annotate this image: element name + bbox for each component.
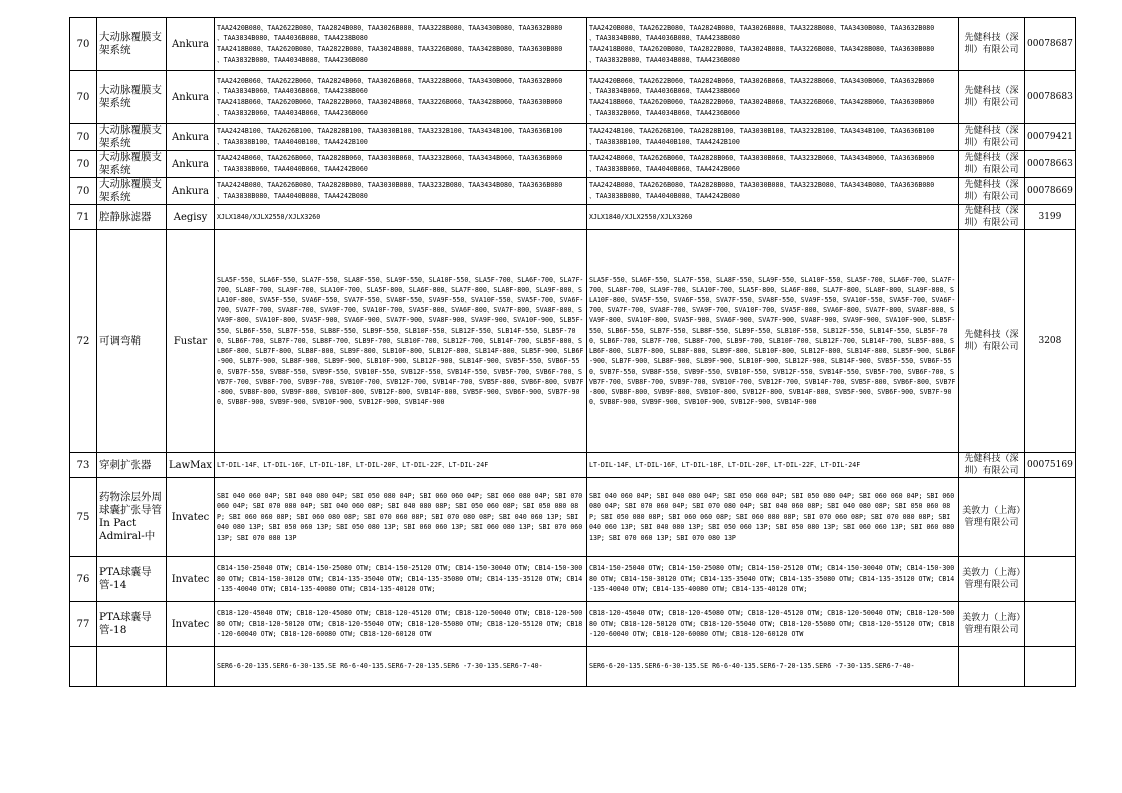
- brand-name: Ankura: [167, 151, 215, 178]
- spec-line: XJLX1840/XJLX2550/XJLX3260: [589, 212, 693, 221]
- model-spec-repeat: [587, 71, 959, 124]
- product-name: 大动脉覆膜支架系统: [97, 124, 167, 151]
- spec-line: 、TAA3838B100、TAA4040B100、TAA4242B100: [217, 138, 368, 146]
- row-number: 70: [70, 178, 97, 205]
- model-spec-repeat: [587, 478, 959, 557]
- product-code: 00079421: [1025, 124, 1076, 151]
- spec-line: TAA2420B080、TAA2622B080、TAA2824B080、TAA3026B080、TAA3228B080、TAA3430B080、TAA3632B080: [217, 23, 563, 32]
- spec-line: 、TAA3838B080、TAA4040B080、TAA4242B080: [217, 192, 368, 200]
- spec-line: TAA2424B080、TAA2626B080、TAA2828B080、TAA3030B080、TAA3232B080、TAA3434B080、TAA3636B080: [589, 181, 935, 190]
- model-spec-repeat: [587, 124, 959, 151]
- company-name: 先健科技（深圳）有限公司: [959, 178, 1025, 205]
- product-code: 3208: [1025, 230, 1076, 453]
- model-spec-repeat: [587, 602, 959, 647]
- model-spec-repeat: [587, 647, 959, 687]
- company-name: 先健科技（深圳）有限公司: [959, 71, 1025, 124]
- table-row: [70, 602, 1076, 647]
- company-name: 先健科技（深圳）有限公司: [959, 230, 1025, 453]
- table-row: [70, 178, 1076, 205]
- brand-name: LawMax: [167, 453, 215, 478]
- table-row: [70, 230, 1076, 453]
- model-spec-repeat: [587, 453, 959, 478]
- company-name: 美敦力（上海）管理有限公司: [959, 478, 1025, 557]
- spec-line: 、TAA3834B060、TAA4036B060、TAA4238B060: [217, 87, 368, 96]
- company-name: [959, 647, 1025, 687]
- model-spec: [215, 205, 587, 230]
- product-code: [1025, 647, 1076, 687]
- spec-line: 、TAA3832B080、TAA4034B080、TAA4236B080: [589, 55, 740, 64]
- spec-line: CB14-150-25040 OTW; CB14-150-25080 OTW; CB14-150-25120 OTW; CB14-150-30040 OTW; CB14-150-30080 OTW; CB14-150-30120 OTW; CB14-135-35040 OTW; CB14-135-35080 OTW; CB14-135-35120 OTW; CB14-135-40040 OTW; CB14-135-40080 OTW; CB14-135-40120 OTW;: [589, 564, 955, 594]
- brand-name: Ankura: [167, 18, 215, 71]
- spec-line: SLA5F-550、SLA6F-550、SLA7F-550、SLA8F-550、SLA9F-550、SLA10F-550、SLA5F-700、SLA6F-700、SLA7F-700、SLA8F-700、SLA9F-700、SLA10F-700、SLA5F-800、SLA6F-800、SLA7F-800、SLA8F-800、SLA9F-800、SLA10F-800、SVA5F-550、SVA6F-550、SVA7F-550、SVA8F-550、SVA9F-550、SVA10F-550、SVA5F-700、SVA6F-700、SVA7F-700、SVA8F-700、SVA9F-700、SVA10F-700、SVA5F-800、SVA6F-800、SVA7F-800、SVA8F-800、SVA9F-800、SVA10F-800、SVA5F-900、SVA6F-900、SVA7F-900、SVA8F-900、SVA9F-900、SVA10F-900、SLB5F-550、SLB6F-550、SLB7F-550、SLB8F-550、SLB9F-550、SLB10F-550、SLB12F-550、SLB14F-550、SLB5F-700、SLB6F-700、SLB7F-700、SLB8F-700、SLB9F-700、SLB10F-700、SLB12F-700、SLB14F-700、SLB5F-800、SLB6F-800、SLB7F-800、SLB8F-800、SLB9F-800、SLB10F-800、SLB12F-800、SLB14F-800、SLB5F-900、SLB6F-900、SLB7F-900、SLB8F-900、SLB9F-900、SLB10F-900、SLB12F-900、SLB14F-900、SVB5F-550、SVB6F-550、SVB7F-550、SVB8F-550、SVB9F-550、SVB10F-550、SVB12F-550、SVB14F-550、SVB5F-700、SVB6F-700、SVB7F-700、SVB8F-700、SVB9F-700、SVB10F-700、SVB12F-700、SVB14F-700、SVB5F-800、SVB6F-800、SVB7F-800、SVB8F-800、SVB9F-800、SVB10F-800、SVB12F-800、SVB14F-800、SVB5F-900、SVB6F-900、SVB7F-900、SVB8F-900、SVB9F-900、SVB10F-900、SVB12F-900、SVB14F-900: [589, 275, 956, 407]
- spec-line: 、TAA3838B080、TAA4040B080、TAA4242B080: [589, 192, 740, 200]
- row-number: 71: [70, 205, 97, 230]
- company-name: 先健科技（深圳）有限公司: [959, 453, 1025, 478]
- product-name: 大动脉覆膜支架系统: [97, 71, 167, 124]
- brand-name: Ankura: [167, 178, 215, 205]
- model-spec-repeat: [587, 18, 959, 71]
- row-number: 70: [70, 151, 97, 178]
- row-number: 73: [70, 453, 97, 478]
- model-spec: [215, 647, 587, 687]
- company-name: 先健科技（深圳）有限公司: [959, 124, 1025, 151]
- spec-line: 、TAA3832B060、TAA4034B060、TAA4236B060: [589, 108, 740, 117]
- spec-line: 、TAA3838B060、TAA4040B060、TAA4242B060: [217, 165, 368, 173]
- model-spec: [215, 557, 587, 602]
- spec-line: TAA2420B080、TAA2622B080、TAA2824B080、TAA3026B080、TAA3228B080、TAA3430B080、TAA3632B080: [589, 23, 935, 32]
- row-number: 70: [70, 71, 97, 124]
- model-spec-repeat: [587, 230, 959, 453]
- product-code: 00078669: [1025, 178, 1076, 205]
- model-spec: [215, 18, 587, 71]
- product-name: 大动脉覆膜支架系统: [97, 18, 167, 71]
- brand-name: Ankura: [167, 124, 215, 151]
- model-spec-repeat: [587, 178, 959, 205]
- row-number: 76: [70, 557, 97, 602]
- spec-line: 、TAA3832B080、TAA4034B080、TAA4236B080: [217, 55, 368, 64]
- row-number: 70: [70, 124, 97, 151]
- spec-line: SLA5F-550、SLA6F-550、SLA7F-550、SLA8F-550、SLA9F-550、SLA10F-550、SLA5F-700、SLA6F-700、SLA7F-700、SLA8F-700、SLA9F-700、SLA10F-700、SLA5F-800、SLA6F-800、SLA7F-800、SLA8F-800、SLA9F-800、SLA10F-800、SVA5F-550、SVA6F-550、SVA7F-550、SVA8F-550、SVA9F-550、SVA10F-550、SVA5F-700、SVA6F-700、SVA7F-700、SVA8F-700、SVA9F-700、SVA10F-700、SVA5F-800、SVA6F-800、SVA7F-800、SVA8F-800、SVA9F-800、SVA10F-800、SVA5F-900、SVA6F-900、SVA7F-900、SVA8F-900、SVA9F-900、SVA10F-900、SLB5F-550、SLB6F-550、SLB7F-550、SLB8F-550、SLB9F-550、SLB10F-550、SLB12F-550、SLB14F-550、SLB5F-700、SLB6F-700、SLB7F-700、SLB8F-700、SLB9F-700、SLB10F-700、SLB12F-700、SLB14F-700、SLB5F-800、SLB6F-800、SLB7F-800、SLB8F-800、SLB9F-800、SLB10F-800、SLB12F-800、SLB14F-800、SLB5F-900、SLB6F-900、SLB7F-900、SLB8F-900、SLB9F-900、SLB10F-900、SLB12F-900、SLB14F-900、SVB5F-550、SVB6F-550、SVB7F-550、SVB8F-550、SVB9F-550、SVB10F-550、SVB12F-550、SVB14F-550、SVB5F-700、SVB6F-700、SVB7F-700、SVB8F-700、SVB9F-700、SVB10F-700、SVB12F-700、SVB14F-700、SVB5F-800、SVB6F-800、SVB7F-800、SVB8F-800、SVB9F-800、SVB10F-800、SVB12F-800、SVB14F-800、SVB5F-900、SVB6F-900、SVB7F-900、SVB8F-900、SVB9F-900、SVB10F-900、SVB12F-900、SVB14F-900: [217, 275, 584, 407]
- spec-line: 、TAA3838B100、TAA4040B100、TAA4242B100: [589, 138, 740, 146]
- table-row: [70, 647, 1076, 687]
- spec-line: CB18-120-45040 OTW; CB18-120-45080 OTW; CB18-120-45120 OTW; CB18-120-50040 OTW; CB18-120-50080 OTW; CB18-120-50120 OTW; CB18-120-55040 OTW; CB18-120-55080 OTW; CB18-120-55120 OTW; CB18-120-60040 OTW; CB18-120-60080 OTW; CB18-120-60120 OTW: [217, 609, 583, 639]
- spec-line: 、TAA3834B080、TAA4036B080、TAA4238B080: [217, 34, 368, 43]
- row-number: 77: [70, 602, 97, 647]
- model-spec: [215, 71, 587, 124]
- table-row: [70, 151, 1076, 178]
- product-name: 可调弯鞘: [97, 230, 167, 453]
- table-body: [70, 18, 1076, 687]
- model-spec: [215, 178, 587, 205]
- brand-name: Invatec: [167, 478, 215, 557]
- row-number: 72: [70, 230, 97, 453]
- product-code: [1025, 557, 1076, 602]
- product-name: 药物涂层外周球囊扩张导管In Pact Admiral-中: [97, 478, 167, 557]
- row-number: 70: [70, 18, 97, 71]
- model-spec-repeat: [587, 151, 959, 178]
- table-row: [70, 478, 1076, 557]
- product-name: 大动脉覆膜支架系统: [97, 151, 167, 178]
- table-row: [70, 453, 1076, 478]
- brand-name: Ankura: [167, 71, 215, 124]
- model-spec: [215, 230, 587, 453]
- spec-line: 、TAA3834B080、TAA4036B080、TAA4238B080: [589, 34, 740, 43]
- spec-line: 、TAA3838B060、TAA4040B060、TAA4242B060: [589, 165, 740, 173]
- model-spec: [215, 602, 587, 647]
- spec-line: SBI 040 060 04P; SBI 040 080 04P; SBI 050 060 04P; SBI 050 080 04P; SBI 060 060 04P; SBI 060 080 04P; SBI 070 060 04P; SBI 070 080 04P; SBI 040 060 08P; SBI 040 080 08P; SBI 050 060 08P; SBI 050 080 08P; SBI 060 060 08P; SBI 060 080 08P; SBI 070 060 08P; SBI 070 080 08P; SBI 040 060 13P; SBI 040 080 13P; SBI 050 060 13P; SBI 050 080 13P; SBI 060 060 13P; SBI 060 080 13P; SBI 070 060 13P; SBI 070 080 13P: [589, 491, 955, 542]
- model-spec-repeat: [587, 205, 959, 230]
- spec-line: XJLX1840/XJLX2550/XJLX3260: [217, 212, 321, 221]
- spec-line: LT-DIL-14F、LT-DIL-16F、LT-DIL-18F、LT-DIL-20F、LT-DIL-22F、LT-DIL-24F: [589, 460, 861, 469]
- spec-line: TAA2424B060、TAA2626B060、TAA2828B060、TAA3030B060、TAA3232B060、TAA3434B060、TAA3636B060: [589, 154, 935, 163]
- model-spec-repeat: [587, 557, 959, 602]
- product-code: 00078663: [1025, 151, 1076, 178]
- product-name: [97, 647, 167, 687]
- model-spec: [215, 124, 587, 151]
- brand-name: Invatec: [167, 557, 215, 602]
- model-spec: [215, 478, 587, 557]
- product-code: 3199: [1025, 205, 1076, 230]
- company-name: 美敦力（上海）管理有限公司: [959, 557, 1025, 602]
- brand-name: [167, 647, 215, 687]
- spec-line: 、TAA3832B060、TAA4034B060、TAA4236B060: [217, 108, 368, 117]
- product-code: [1025, 478, 1076, 557]
- product-name: 大动脉覆膜支架系统: [97, 178, 167, 205]
- spec-line: 、TAA3834B060、TAA4036B060、TAA4238B060: [589, 87, 740, 96]
- spec-line: SER6-6-20-135.SER6-6-30-135.SE R6-6-40-135.SER6-7-20-135.SER6 -7-30-135.SER6-7-40-: [589, 662, 915, 671]
- company-name: 先健科技（深圳）有限公司: [959, 205, 1025, 230]
- product-code: [1025, 602, 1076, 647]
- spec-line: TAA2424B100、TAA2626B100、TAA2828B100、TAA3030B100、TAA3232B100、TAA3434B100、TAA3636B100: [589, 127, 935, 136]
- device-table: [69, 17, 1076, 687]
- spec-line: TAA2418B080、TAA2620B080、TAA2822B080、TAA3024B080、TAA3226B080、TAA3428B080、TAA3630B080: [217, 45, 563, 53]
- company-name: 先健科技（深圳）有限公司: [959, 151, 1025, 178]
- product-code: 00078687: [1025, 18, 1076, 71]
- model-spec: [215, 453, 587, 478]
- table-row: [70, 71, 1076, 124]
- spec-line: TAA2424B080、TAA2626B080、TAA2828B080、TAA3030B080、TAA3232B080、TAA3434B080、TAA3636B080: [217, 181, 563, 190]
- spec-line: TAA2418B060、TAA2620B060、TAA2822B060、TAA3024B060、TAA3226B060、TAA3428B060、TAA3630B060: [589, 98, 935, 106]
- product-name: PTA球囊导管-14: [97, 557, 167, 602]
- spec-line: TAA2420B060、TAA2622B060、TAA2824B060、TAA3026B060、TAA3228B060、TAA3430B060、TAA3632B060: [589, 76, 935, 85]
- table-row: [70, 557, 1076, 602]
- product-name: PTA球囊导管-18: [97, 602, 167, 647]
- table-row: [70, 18, 1076, 71]
- company-name: 美敦力（上海）管理有限公司: [959, 602, 1025, 647]
- spec-line: SBI 040 060 04P; SBI 040 080 04P; SBI 050 080 04P; SBI 060 060 04P; SBI 060 080 04P; SBI 070 060 04P; SBI 070 080 04P; SBI 040 060 08P; SBI 040 080 08P; SBI 050 060 08P; SBI 050 080 08P; SBI 060 060 08P; SBI 060 080 08P; SBI 070 060 08P; SBI 070 080 08P; SBI 040 060 13P; SBI 040 080 13P; SBI 050 060 13P; SBI 050 080 13P; SBI 060 060 13P; SBI 060 080 13P; SBI 070 060 13P; SBI 070 080 13P: [217, 491, 583, 542]
- row-number: 75: [70, 478, 97, 557]
- brand-name: Invatec: [167, 602, 215, 647]
- row-number: [70, 647, 97, 687]
- product-name: 穿刺扩张器: [97, 453, 167, 478]
- table-row: [70, 205, 1076, 230]
- table-row: [70, 124, 1076, 151]
- spec-line: TAA2420B060、TAA2622B060、TAA2824B060、TAA3026B060、TAA3228B060、TAA3430B060、TAA3632B060: [217, 76, 563, 85]
- product-name: 腔静脉滤器: [97, 205, 167, 230]
- spec-line: SER6-6-20-135.SER6-6-30-135.SE R6-6-40-135.SER6-7-20-135.SER6 -7-30-135.SER6-7-40-: [217, 662, 543, 671]
- spec-line: LT-DIL-14F、LT-DIL-16F、LT-DIL-18F、LT-DIL-20F、LT-DIL-22F、LT-DIL-24F: [217, 460, 489, 469]
- spec-line: TAA2418B060、TAA2620B060、TAA2822B060、TAA3024B060、TAA3226B060、TAA3428B060、TAA3630B060: [217, 98, 563, 106]
- spec-line: CB18-120-45040 OTW; CB18-120-45080 OTW; CB18-120-45120 OTW; CB18-120-50040 OTW; CB18-120-50080 OTW; CB18-120-50120 OTW; CB18-120-55040 OTW; CB18-120-55080 OTW; CB18-120-55120 OTW; CB18-120-60040 OTW; CB18-120-60080 OTW; CB18-120-60120 OTW: [589, 609, 955, 639]
- spec-line: CB14-150-25040 OTW; CB14-150-25080 OTW; CB14-150-25120 OTW; CB14-150-30040 OTW; CB14-150-30080 OTW; CB14-150-30120 OTW; CB14-135-35040 OTW; CB14-135-35080 OTW; CB14-135-35120 OTW; CB14-135-40040 OTW; CB14-135-40080 OTW; CB14-135-40120 OTW;: [217, 564, 583, 594]
- brand-name: Aegisy: [167, 205, 215, 230]
- company-name: 先健科技（深圳）有限公司: [959, 18, 1025, 71]
- spec-line: TAA2418B080、TAA2620B080、TAA2822B080、TAA3024B080、TAA3226B080、TAA3428B080、TAA3630B080: [589, 45, 935, 53]
- spec-line: TAA2424B100、TAA2626B100、TAA2828B100、TAA3030B100、TAA3232B100、TAA3434B100、TAA3636B100: [217, 127, 563, 136]
- product-code: 00078683: [1025, 71, 1076, 124]
- spec-line: TAA2424B060、TAA2626B060、TAA2828B060、TAA3030B060、TAA3232B060、TAA3434B060、TAA3636B060: [217, 154, 563, 163]
- model-spec: [215, 151, 587, 178]
- brand-name: Fustar: [167, 230, 215, 453]
- product-code: 00075169: [1025, 453, 1076, 478]
